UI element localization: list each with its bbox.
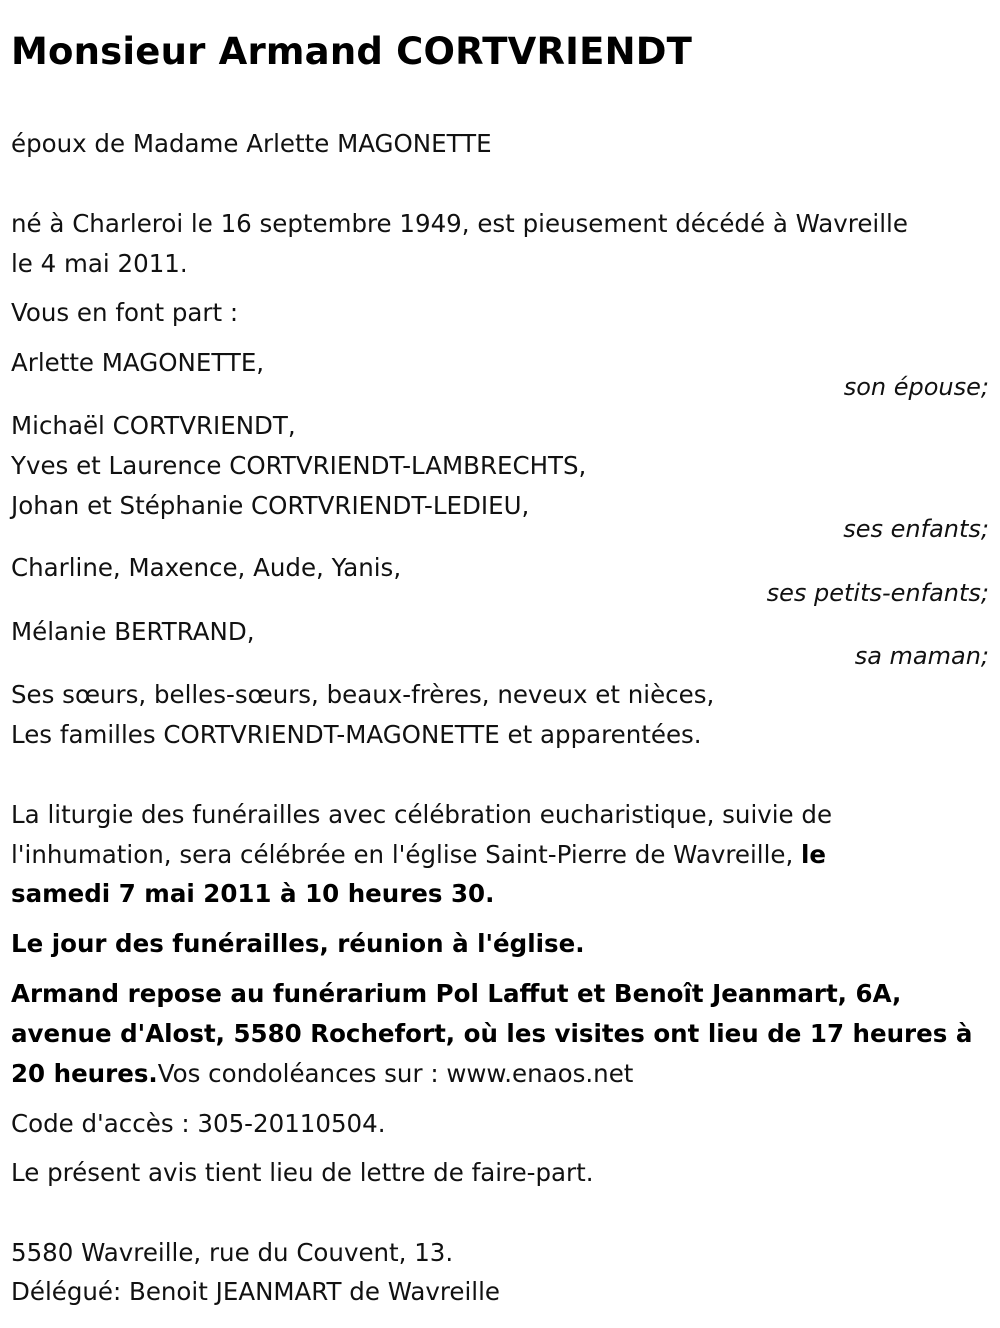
access-code: Code d'accès : 305-20110504. (11, 1109, 386, 1138)
repose-line-1: Armand repose au funérarium Pol Laffut et Benoît Jeanmart, 6A, (11, 979, 902, 1008)
wife-name: Arlette MAGONETTE, (11, 348, 265, 377)
funeral-line-2 (11, 835, 826, 875)
meeting-line: Le jour des funérailles, réunion à l'église. (11, 929, 585, 958)
grandchildren-relation: ses petits-enfants; (766, 579, 989, 607)
funeral-line-2-text: l'inhumation, sera célébrée en l'église Saint-Pierre de Wavreille, (11, 840, 802, 869)
child-line-1: Michaël CORTVRIENDT, (11, 411, 296, 440)
grandchildren-line: Charline, Maxence, Aude, Yanis, (11, 553, 402, 582)
announce-intro: Vous en font part : (11, 298, 239, 327)
funeral-line-1: La liturgie des funérailles avec célébration eucharistique, suivie de (11, 800, 833, 829)
funeral-date-time: samedi 7 mai 2011 à 10 heures 30. (11, 879, 495, 908)
repose-line-3 (11, 1054, 633, 1094)
avis-line: Le présent avis tient lieu de lettre de faire-part. (11, 1158, 594, 1187)
child-line-3: Johan et Stéphanie CORTVRIENDT-LEDIEU, (11, 491, 530, 520)
others-line-2: Les familles CORTVRIENDT-MAGONETTE et apparentées. (11, 720, 702, 749)
delegate-line: Délégué: Benoit JEANMART de Wavreille (11, 1277, 500, 1306)
others-line-1: Ses sœurs, belles-sœurs, beaux-frères, neveux et nièces, (11, 680, 715, 709)
child-line-2: Yves et Laurence CORTVRIENDT-LAMBRECHTS, (11, 451, 587, 480)
visit-end-time: 20 heures. (11, 1059, 158, 1088)
spouse-line: époux de Madame Arlette MAGONETTE (11, 129, 492, 158)
birth-death-line-2: le 4 mai 2011. (11, 249, 188, 278)
repose-line-2: avenue d'Alost, 5580 Rochefort, où les visites ont lieu de 17 heures à (11, 1019, 973, 1048)
address-line: 5580 Wavreille, rue du Couvent, 13. (11, 1238, 454, 1267)
wife-relation: son épouse; (843, 373, 989, 401)
condolences-text: Vos condoléances sur : www.enaos.net (157, 1059, 634, 1088)
mother-name: Mélanie BERTRAND, (11, 617, 255, 646)
birth-death-line-1: né à Charleroi le 16 septembre 1949, est pieusement décédé à Wavreille (11, 209, 908, 238)
mother-relation: sa maman; (854, 642, 989, 670)
funeral-date-start: le (801, 840, 827, 869)
children-relation: ses enfants; (843, 515, 989, 543)
deceased-name-title: Monsieur Armand CORTVRIENDT (11, 30, 693, 73)
